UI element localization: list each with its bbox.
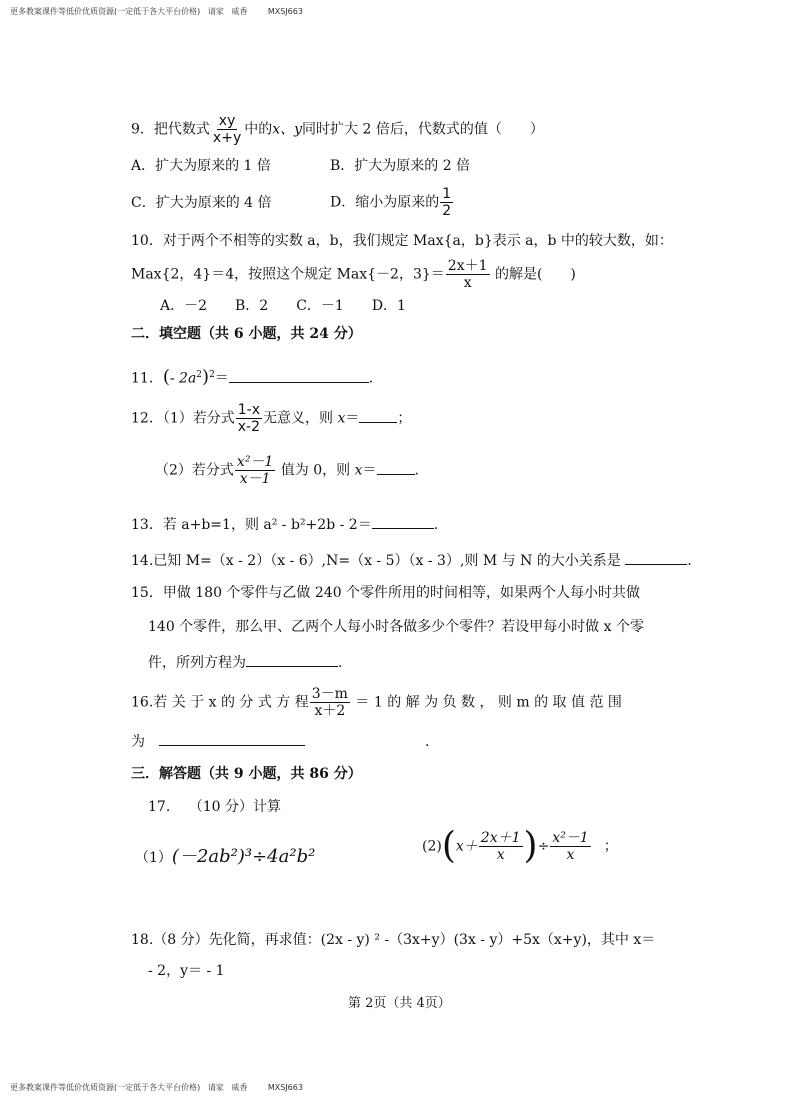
- q17-p2-div: ÷: [537, 838, 550, 855]
- q13-end: .: [433, 517, 439, 533]
- q15-line3: [148, 652, 342, 672]
- q12-p2-pre: （2）若分式: [155, 462, 234, 479]
- q12-p1-answer-blank[interactable]: [359, 408, 397, 423]
- q11-label: 11．: [131, 370, 163, 387]
- section-3-heading: 三．解答题（共 9 小题，共 86 分）: [131, 766, 362, 782]
- q17-p2-fraction1: [479, 830, 523, 863]
- q12-p2-answer-blank[interactable]: [377, 460, 415, 475]
- q17-p2-den2: x: [566, 847, 575, 863]
- q17-p2-left-paren: (: [441, 825, 456, 867]
- q17-p2-num1: 2x＋1: [480, 830, 521, 846]
- q12-p1-denominator: x-2: [237, 419, 260, 435]
- q12-p1-post: 无意义，则: [262, 410, 338, 427]
- q9-frac-denominator: x+y: [212, 130, 242, 146]
- q14-answer-blank[interactable]: [625, 550, 687, 565]
- q17-p1-expression: (－2ab²)³÷4a²b²: [171, 846, 316, 867]
- q14-text: 14.已知 M=（x - 2）（x - 6）,N=（x - 5）（x - 3）,则 M 与 N 的大小关系是: [131, 553, 626, 569]
- q9-text-c: 同时扩大 2 倍后，代数式的值（ ）: [302, 121, 544, 138]
- q15-end: .: [338, 655, 343, 671]
- q16-pre: 16.若 关 于 x 的 分 式 方 程: [131, 694, 309, 711]
- q9-option-d: [330, 186, 454, 219]
- q16-fraction: [310, 686, 350, 719]
- q10-line2-post: 的解是( ): [490, 266, 576, 283]
- q17-part1: [135, 848, 315, 867]
- question-12-part1: [131, 402, 411, 435]
- q11-answer-blank[interactable]: [229, 368, 369, 383]
- q12-p1-end: ；: [397, 410, 412, 427]
- section-2-heading: 二．填空题（共 6 小题，共 24 分）: [131, 326, 362, 342]
- q17-p1-label: （1）: [135, 850, 172, 866]
- q12-p2-var: x: [354, 462, 363, 479]
- q17-p2-num2: x²－1: [552, 830, 589, 846]
- q10-line1: 10．对于两个不相等的实数 a，b，我们规定 Max{a，b}表示 a，b 中的较大数，如：: [131, 233, 673, 249]
- q10-frac-denominator: x: [463, 275, 472, 291]
- q17-title: 17. （10 分）计算: [148, 799, 281, 815]
- q9-option-c: C．扩大为原来的 4 倍: [131, 195, 272, 211]
- q10-line2: [131, 258, 576, 291]
- question-9: [131, 113, 544, 146]
- q16-answer-blank[interactable]: [159, 731, 305, 746]
- q9-option-b: B．扩大为原来的 2 倍: [330, 158, 471, 174]
- q17-p2-den1: x: [496, 847, 505, 863]
- q14-end: .: [687, 553, 692, 569]
- q12-p1-pre: 12．（1）若分式: [131, 410, 235, 427]
- q11-base: - 2a: [169, 370, 197, 387]
- q11-equals: ＝: [214, 370, 229, 387]
- q10-options: A．－2 B．2 C．－1 D．1: [160, 298, 406, 314]
- q16-line2-text: 为: [131, 734, 145, 750]
- question-11: [131, 366, 373, 388]
- q13-answer-blank[interactable]: [372, 514, 434, 529]
- q16-denominator: x＋2: [314, 703, 346, 719]
- q11-exponent-inner: 2: [196, 370, 203, 380]
- q16-line1: [131, 686, 622, 719]
- q12-p1-fraction: [236, 402, 262, 435]
- question-14: [131, 550, 692, 570]
- q18-line1: 18.（8 分）先化简，再求值：(2x - y) ² -（3x+y）(3x - y）+5x（x+y)，其中 x＝: [131, 932, 656, 948]
- q9-fraction: [211, 113, 243, 146]
- q12-p2-eq: ＝: [362, 462, 377, 479]
- question-13: [131, 514, 438, 534]
- q12-p2-fraction: [235, 454, 275, 487]
- q15-answer-blank[interactable]: [246, 652, 338, 667]
- q9-option-d-fraction: [440, 186, 453, 219]
- q17-p2-fraction2: [550, 830, 590, 863]
- question-12-part2: [155, 454, 419, 487]
- q12-p2-denominator: x－1: [239, 471, 271, 487]
- q12-p1-eq: ＝: [345, 410, 360, 427]
- q10-frac-numerator: 2x＋1: [447, 258, 488, 274]
- q9-vars: x、y: [272, 121, 303, 138]
- q11-open-paren: (: [162, 366, 170, 388]
- q11-end: .: [368, 370, 374, 387]
- q16-post: ＝ 1 的 解 为 负 数 ， 则 m 的 取 值 范 围: [350, 694, 622, 711]
- page-footer: 更多教案课件等低价优质资源(一定低于各大平台价格) 请家 威香 MXSJ663: [10, 1083, 303, 1092]
- q9-option-a: A．扩大为原来的 1 倍: [131, 158, 271, 174]
- q9-d-numerator: 1: [442, 186, 452, 202]
- q17-p2-end: ；: [603, 838, 618, 855]
- q16-numerator: 3－m: [311, 686, 348, 702]
- q15-line2: 140 个零件，那么甲、乙两个人每小时各做多少个零件？若设甲每小时做 x 个零: [148, 619, 644, 635]
- q17-part2: [422, 825, 618, 867]
- q17-p2-right-paren: ): [523, 825, 538, 867]
- q9-prefix: 9．把代数式: [131, 121, 210, 138]
- q17-p2-x: x＋: [455, 838, 478, 855]
- q9-d-denominator: 2: [442, 203, 452, 219]
- q12-p2-post: 值为 0，则: [276, 462, 355, 479]
- q10-line2-pre: Max{2，4}＝4，按照这个规定 Max{－2，3}＝: [131, 266, 445, 283]
- q17-p2-label: (2): [422, 838, 442, 855]
- q13-text: 13．若 a+b=1，则 a² - b²+2b - 2＝: [131, 517, 372, 533]
- q11-exponent-outer: 2: [209, 370, 215, 380]
- q10-fraction: [446, 258, 490, 291]
- page-number: 第 2页（共 4页）: [348, 996, 451, 1011]
- q9-frac-numerator: xy: [218, 113, 236, 129]
- q12-p2-end: .: [414, 462, 419, 479]
- q11-close-paren: ): [202, 366, 210, 388]
- q9-text-a: 中的: [244, 121, 273, 138]
- q15-line3-text: 件，所列方程为: [148, 655, 246, 671]
- q12-p1-numerator: 1-x: [237, 402, 260, 418]
- page-header: 更多教案课件等低价优质资源(一定低于各大平台价格) 请家 威香 MXSJ663: [10, 7, 303, 16]
- q18-line2: - 2，y＝ - 1: [148, 963, 225, 979]
- q12-p2-numerator: x²－1: [236, 454, 274, 470]
- q9-option-d-text: D．缩小为原来的: [330, 194, 440, 211]
- q16-end: .: [425, 734, 430, 750]
- q16-line2: [131, 731, 429, 751]
- q12-p1-var: x: [337, 410, 346, 427]
- q15-line1: 15．甲做 180 个零件与乙做 240 个零件所用的时间相等，如果两个人每小时共做: [131, 585, 641, 601]
